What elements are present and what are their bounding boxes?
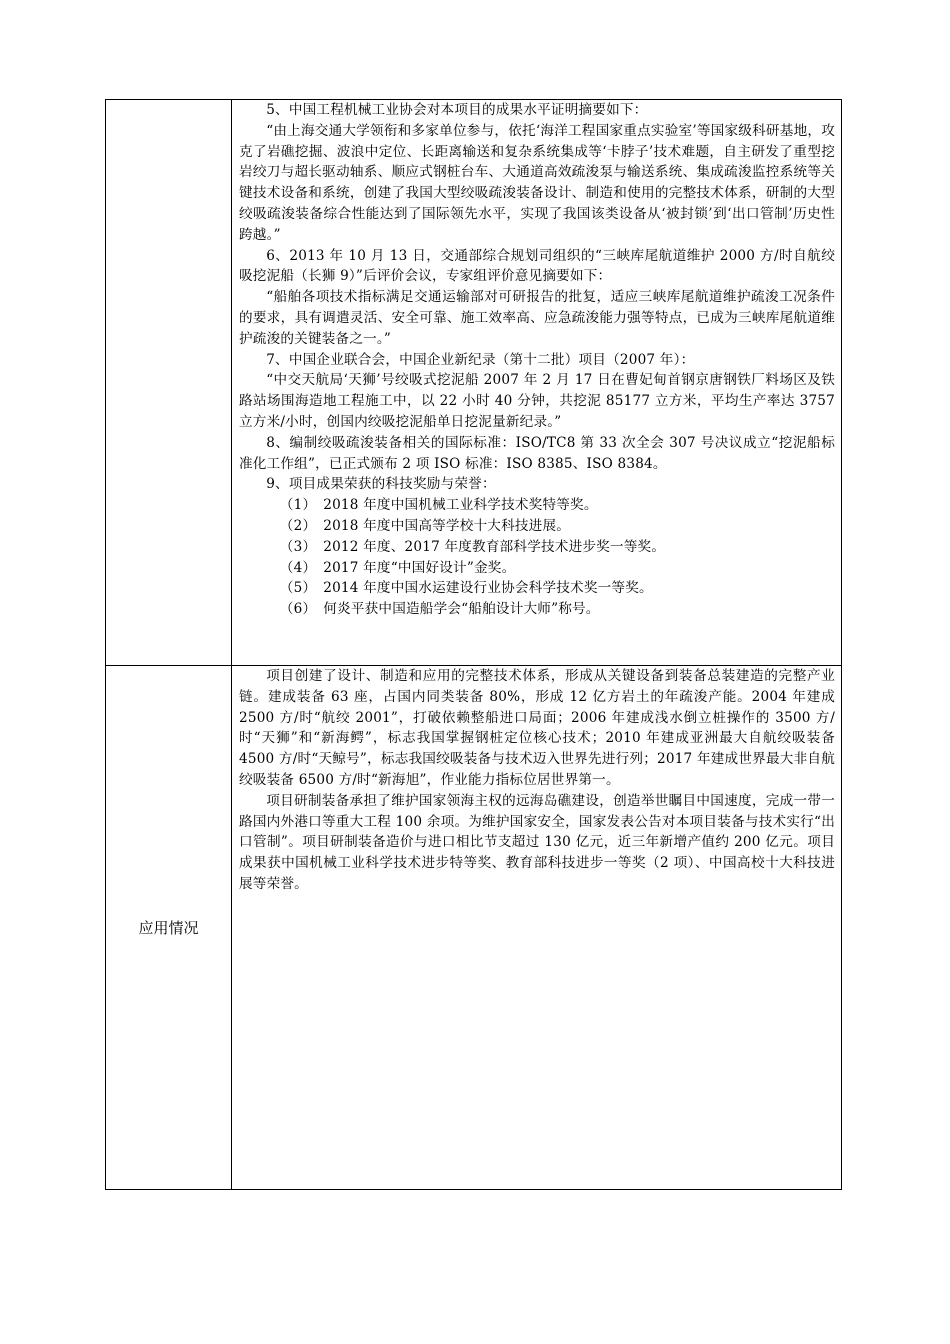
paragraph: “中交天航局‘天狮’号绞吸式挖泥船 2007 年 2 月 17 日在曹妃甸首钢京唐钢铁厂料场区及铁路站场围海造地工程施工中，以 22 小时 40 分钟，共挖泥 85177 立方米，平均生产率达 3757 立方米/小时，创国内绞吸挖泥船单日挖泥量新纪录。” xyxy=(239,372,835,430)
paragraph: 9、项目成果荣获的科技奖励与荣誉： xyxy=(266,476,496,493)
table-row xyxy=(106,666,842,1190)
application-cell xyxy=(232,666,842,1190)
award-item: （2） 2018 年度中国高等学校十大科技进展。 xyxy=(279,517,571,534)
paragraph: 7、中国企业联合会，中国企业新纪录（第十二批）项目（2007 年）： xyxy=(266,351,695,368)
row-label-application: 应用情况 xyxy=(106,666,232,1190)
paragraph: “船舶各项技术指标满足交通运输部对可研报告的批复，适应三峡库尾航道维护疏浚工况条件的要求，具有调遣灵活、安全可靠、施工效率高、应急疏浚能力强等特点，已成为三峡库尾航道维护疏浚的关键装备之一。” xyxy=(239,289,835,347)
paragraph: “由上海交通大学领衔和多家单位参与，依托‘海洋工程国家重点实验室’等国家级科研基地，攻克了岩礁挖掘、波浪中定位、长距离输送和复杂系统集成等‘卡脖子’技术难题，自主研发了重型挖岩绞刀与超长驱动轴系、顺应式钢桩台车、大通道高效疏浚泵与输送系统、集成疏浚监控系统等关键技术设备和系统，创建了我国大型绞吸疏浚装备设计、制造和使用的完整技术体系，研制的大型绞吸疏浚装备综合性能达到了国际领先水平，实现了我国该类设备从‘被封锁’到‘出口管制’历史性跨越。” xyxy=(239,122,835,243)
award-item: （5） 2014 年度中国水运建设行业协会科学技术奖一等奖。 xyxy=(279,580,653,597)
paragraph: 项目创建了设计、制造和应用的完整技术体系，形成从关键设备到装备总装建造的完整产业链。建成装备 63 座，占国内同类装备 80%，形成 12 亿方岩土的年疏浚产能。2004 年建成 2500 方/时“航绞 2001”，打破依赖整船进口局面；2006 年建成浅水倒立桩操作的 3500 方/时“天狮”和“新海鳄”，标志我国掌握钢桩定位核心技术；2010 年建成亚洲最大自航绞吸装备 4500 方/时“天鲸号”，标志我国绞吸装备与技术迈入世界先进行列；2017 年建成世界最大非自航绞吸装备 6500 方/时“新海旭”，作业能力指标位居世界第一。 xyxy=(239,668,835,788)
award-item: （6） 何炎平获中国造船学会“船舶设计大师”称号。 xyxy=(279,601,600,618)
row-label-empty xyxy=(106,100,232,666)
award-item: （4） 2017 年度“中国好设计”金奖。 xyxy=(279,559,516,576)
achievement-evaluation-cell xyxy=(232,100,842,666)
document-table xyxy=(105,99,842,1190)
table-row xyxy=(106,100,842,666)
paragraph: 6、2013 年 10 月 13 日，交通部综合规划司组织的“三峡库尾航道维护 2000 方/时自航绞吸挖泥船（长狮 9）”后评价会议，专家组评价意见摘要如下： xyxy=(239,247,835,285)
award-item: （3） 2012 年度、2017 年度教育部科学技术进步奖一等奖。 xyxy=(279,538,666,555)
achievement-content xyxy=(232,100,841,620)
paragraph: 8、编制绞吸疏浚装备相关的国际标准：ISO/TC8 第 33 次全会 307 号决议成立“挖泥船标准化工作组”，已正式颁布 2 项 ISO 标准：ISO 8385、ISO 8384。 xyxy=(239,434,835,472)
application-content xyxy=(232,666,841,895)
paragraph: 项目研制装备承担了维护国家领海主权的远海岛礁建设，创造举世瞩目中国速度，完成一带一路国内外港口等重大工程 100 余项。为维护国家安全，国家发表公告对本项目装备与技术实行“出口管制”。项目研制装备造价与进口相比节支超过 130 亿元，近三年新增产值约 200 亿元。项目成果获中国机械工业科学技术进步特等奖、教育部科技进步一等奖（2 项）、中国高校十大科技进展等荣誉。 xyxy=(239,792,835,892)
paragraph: 5、中国工程机械工业协会对本项目的成果水平证明摘要如下： xyxy=(266,102,648,118)
award-item: （1） 2018 年度中国机械工业科学技术奖特等奖。 xyxy=(279,497,598,514)
